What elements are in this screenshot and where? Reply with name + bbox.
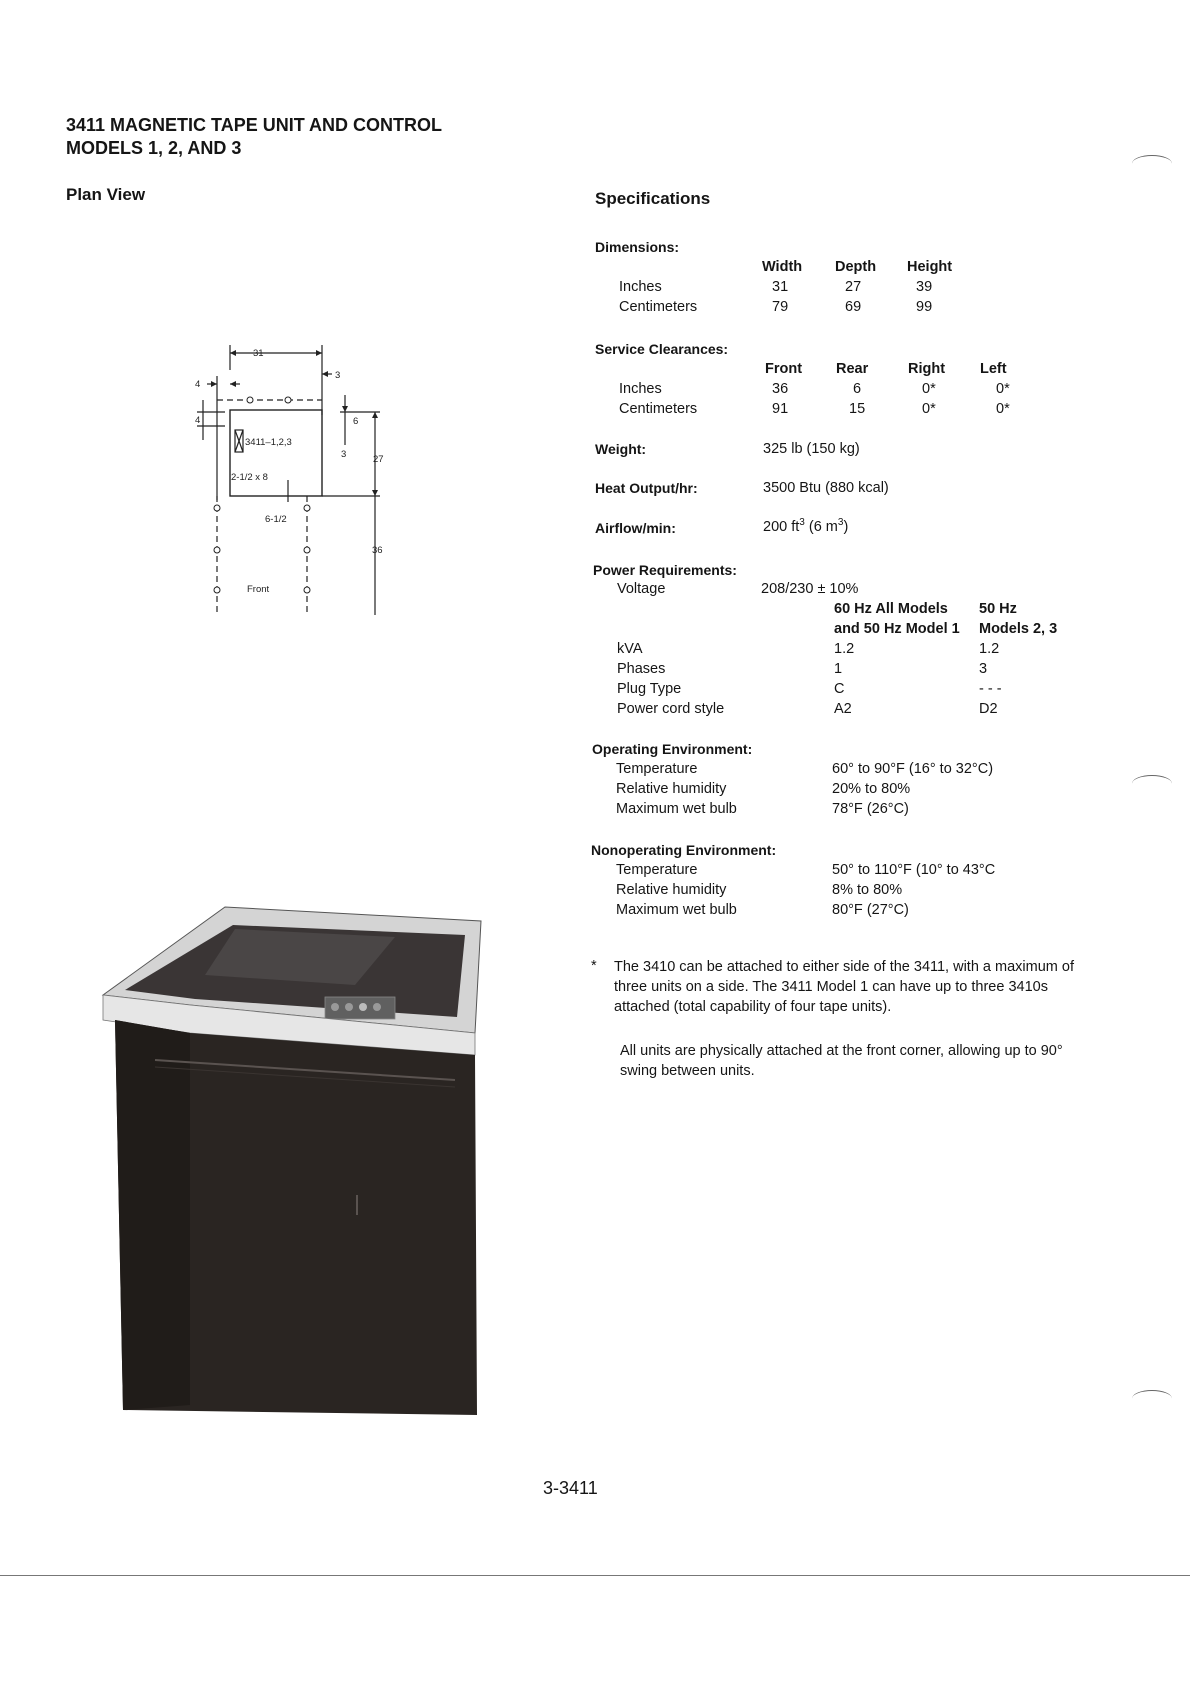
power-cell: 3 [979,661,988,677]
plan-view-label: Plan View [66,185,146,204]
specifications-title: Specifications [595,189,711,208]
binder-hole-mark [1132,155,1172,172]
dim-cell: 79 [772,299,789,315]
document-title [66,114,442,160]
heat-output-label: Heat Output/hr: [595,480,698,496]
dim-27-label: 27 [373,454,384,465]
operating-row-label: Maximum wet bulb [616,801,737,817]
dim-cell: 99 [916,299,933,315]
power-row-label: Power cord style [617,701,725,717]
clearances-heading: Service Clearances: [595,341,729,357]
airflow-label: Airflow/min: [595,520,676,536]
dim-6-label: 6 [353,416,359,427]
page-number: 3-3411 [543,1478,598,1498]
plan-view-diagram [195,340,405,615]
dim-4-left-label: 4 [195,379,201,390]
power-col-50hz-line2: Models 2, 3 [979,621,1058,637]
power-cell: C [834,681,845,697]
dim-36-label: 36 [372,545,383,556]
power-col-60hz-line2: and 50 Hz Model 1 [834,621,960,637]
operating-row-value: 20% to 80% [832,781,911,797]
operating-row-label: Relative humidity [616,781,727,797]
nonoperating-row-value: 8% to 80% [832,882,903,898]
title-line-2: MODELS 1, 2, AND 3 [66,138,242,158]
clear-cell: 36 [772,381,789,397]
clear-cell: 0* [922,381,936,397]
nonoperating-heading: Nonoperating Environment: [591,842,777,858]
binder-hole-mark [1132,1390,1172,1407]
dim-row-label: Centimeters [619,299,698,315]
clear-cell: 0* [996,401,1010,417]
dim-cell: 27 [845,279,862,295]
dim-cell: 31 [772,279,789,295]
clear-row-label: Centimeters [619,401,698,417]
clear-cell: 0* [996,381,1010,397]
dim-3-right-label: 3 [341,449,347,460]
dimensions-heading: Dimensions: [595,239,680,255]
power-row-label: Phases [617,661,666,677]
power-col-50hz-line1: 50 Hz [979,601,1017,617]
dim-6-half-label: 6-1/2 [265,514,287,525]
airflow-value: 200 $ft^3$ (6 $m^3$) [763,517,849,535]
front-label: Front [247,584,270,595]
footer-rule [0,1575,1190,1576]
power-cell: 1.2 [834,641,855,657]
dim-3-top-label: 3 [335,370,341,381]
dim-col-width: Width [762,259,803,275]
dim-cell: 39 [916,279,933,295]
voltage-label: Voltage [617,581,666,597]
heat-output-value: 3500 Btu (880 kcal) [763,480,889,496]
clear-cell: 91 [772,401,789,417]
binder-hole-mark [1132,775,1172,792]
power-row-label: Plug Type [617,681,682,697]
power-row-label: kVA [617,641,643,657]
power-heading: Power Requirements: [593,562,737,578]
operating-row-label: Temperature [616,761,698,777]
clear-cell: 15 [849,401,866,417]
power-cell: 1.2 [979,641,1000,657]
dim-cell: 69 [845,299,862,315]
dim-2-half-x-8-label: 2-1/2 x 8 [231,472,268,483]
weight-label: Weight: [595,441,647,457]
nonoperating-row-value: 50° to 110°F (10° to 43°C [832,862,996,878]
dim-col-depth: Depth [835,259,877,275]
dim-row-label: Inches [619,279,662,295]
title-line-1: 3411 MAGNETIC TAPE UNIT AND CONTROL [66,115,443,135]
nonoperating-row-label: Temperature [616,862,698,878]
voltage-value: 208/230 ± 10% [761,581,859,597]
tape-unit-photo [95,895,495,1415]
nonoperating-row-label: Maximum wet bulb [616,902,737,918]
operating-heading: Operating Environment: [592,741,753,757]
weight-value: 325 lb (150 kg) [763,441,860,457]
unit-model-label: 3411–1,2,3 [245,437,292,448]
operating-row-value: 78°F (26°C) [832,801,909,817]
clear-cell: 6 [853,381,862,397]
clear-col-left: Left [980,361,1007,377]
nonoperating-row-label: Relative humidity [616,882,727,898]
dim-col-height: Height [907,259,953,275]
power-col-60hz-line1: 60 Hz All Models [834,601,948,617]
power-cell: 1 [834,661,843,677]
clear-cell: 0* [922,401,936,417]
dim-31-label: 31 [253,348,264,359]
power-cell: A2 [834,701,852,717]
attachment-note: All units are physically attached at the front corner, allowing up to 90° swing between units. [620,1043,1063,1079]
operating-row-value: 60° to 90°F (16° to 32°C) [832,761,994,777]
power-cell: D2 [979,701,998,717]
footnote-text: The 3410 can be attached to either side of the 3411, with a maximum of three units on a side. The 3411 Model 1 can have up to three 3410s attached (total capability of four tape units). [614,959,1074,1015]
dim-4-lower-label: 4 [195,415,201,426]
footnote-marker: * [591,958,597,974]
clear-row-label: Inches [619,381,662,397]
power-cell: - - - [979,681,1002,697]
nonoperating-row-value: 80°F (27°C) [832,902,909,918]
clear-col-rear: Rear [836,361,869,377]
clear-col-front: Front [765,361,803,377]
clear-col-right: Right [908,361,946,377]
